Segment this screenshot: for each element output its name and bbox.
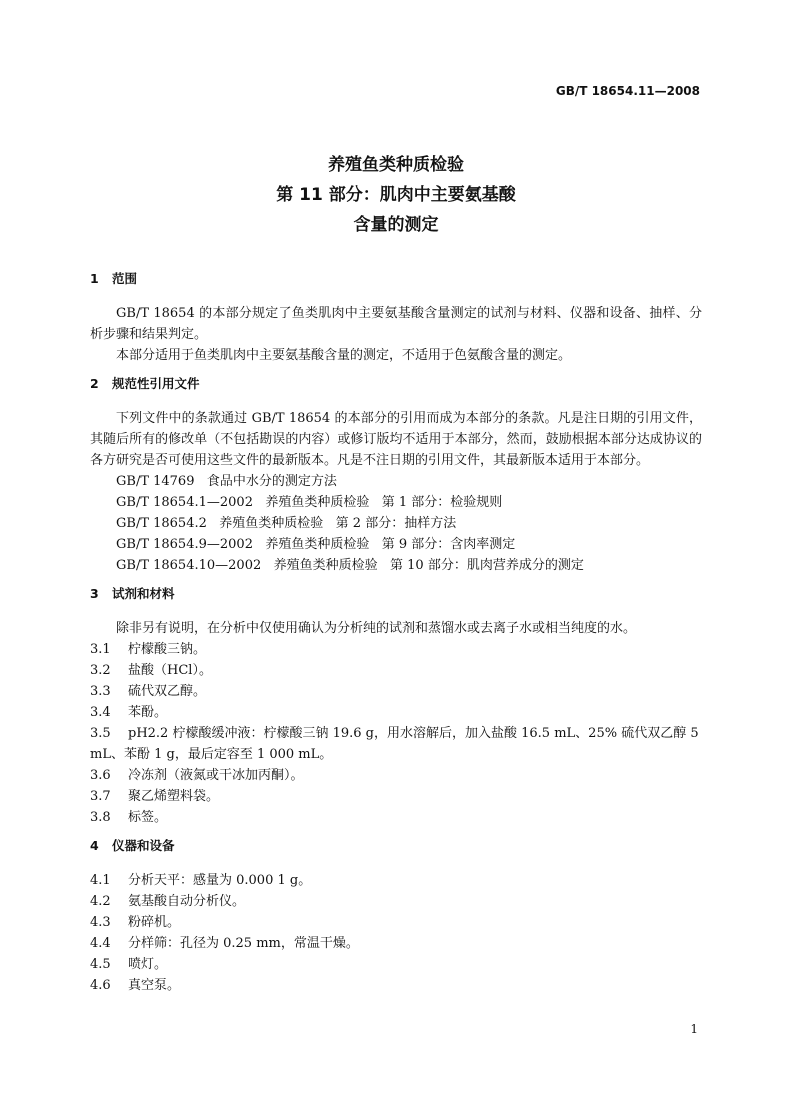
item-text: 冷冻剂（液氮或干冰加丙酮）。	[128, 768, 304, 783]
section-number: 4	[90, 838, 99, 853]
paragraph: 本部分适用于鱼类肌肉中主要氨基酸含量的测定，不适用于色氨酸含量的测定。	[116, 348, 572, 363]
reference-item: GB/T 18654.1—2002 养殖鱼类种质检验 第 1 部分：检验规则	[116, 495, 503, 510]
section-title: 规范性引用文件	[112, 376, 200, 391]
reference-item: GB/T 18654.9—2002 养殖鱼类种质检验 第 9 部分：含肉率测定	[116, 537, 516, 552]
list-item	[90, 975, 702, 996]
item-text: 苯酚。	[128, 705, 168, 720]
item-text: 分析天平：感量为 0.000 1 g。	[128, 873, 312, 888]
section-1-heading	[90, 270, 702, 288]
list-item	[90, 786, 702, 807]
standard-code: GB/T 18654.11—2008	[555, 84, 700, 98]
item-number: 4.6	[90, 978, 111, 993]
item-text: 氨基酸自动分析仪。	[128, 894, 246, 909]
item-text: pH2.2 柠檬酸缓冲液：柠檬酸三钠 19.6 g，用水溶解后，加入盐酸 16.5 mL、25% 硫代双乙醇 5 mL、苯酚 1 g，最后定容至 1 000 mL。	[90, 726, 699, 762]
section-2-heading	[90, 375, 702, 393]
item-number: 3.6	[90, 768, 111, 783]
reference-item: GB/T 18654.2 养殖鱼类种质检验 第 2 部分：抽样方法	[116, 516, 457, 531]
list-item	[90, 954, 702, 975]
list-item	[90, 765, 702, 786]
list-item	[90, 702, 702, 723]
section-title: 仪器和设备	[112, 838, 175, 853]
paragraph: 下列文件中的条款通过 GB/T 18654 的本部分的引用而成为本部分的条款。凡是注日期的引用文件，其随后所有的修改单（不包括勘误的内容）或修订版均不适用于本部分，然而，鼓励根据本部分达成协议的各方研究是否可使用这些文件的最新版本。凡是不注日期的引用文件，其最新版本适用于本部分。	[90, 411, 702, 468]
item-number: 3.3	[90, 684, 111, 699]
list-item	[90, 933, 702, 954]
title-line-3: 含量的测定	[353, 215, 439, 235]
item-text: 分样筛：孔径为 0.25 mm，常温干燥。	[128, 936, 359, 951]
list-item	[90, 639, 702, 660]
item-text: 硫代双乙醇。	[128, 684, 207, 699]
item-number: 3.4	[90, 705, 111, 720]
item-number: 3.1	[90, 642, 111, 657]
list-item	[90, 912, 702, 933]
item-text: 粉碎机。	[128, 915, 181, 930]
item-number: 3.7	[90, 789, 111, 804]
section-number: 1	[90, 271, 99, 286]
page-number: 1	[690, 1022, 698, 1036]
list-item	[90, 807, 702, 828]
item-text: 标签。	[128, 810, 168, 825]
item-text: 喷灯。	[128, 957, 168, 972]
document-body	[90, 270, 702, 996]
section-4-heading	[90, 837, 702, 855]
item-number: 4.4	[90, 936, 111, 951]
section-3-heading	[90, 585, 702, 603]
item-number: 3.8	[90, 810, 111, 825]
section-title: 试剂和材料	[112, 586, 175, 601]
item-number: 4.3	[90, 915, 111, 930]
reference-item: GB/T 14769 食品中水分的测定方法	[116, 474, 337, 489]
item-number: 4.5	[90, 957, 111, 972]
list-item	[90, 660, 702, 681]
section-title: 范围	[112, 271, 138, 286]
paragraph: GB/T 18654 的本部分规定了鱼类肌肉中主要氨基酸含量测定的试剂与材料、仪器和设备、抽样、分析步骤和结果判定。	[90, 306, 702, 342]
item-text: 柠檬酸三钠。	[128, 642, 207, 657]
reference-item: GB/T 18654.10—2002 养殖鱼类种质检验 第 10 部分：肌肉营养成分的测定	[116, 558, 584, 573]
list-item	[90, 870, 702, 891]
item-text: 盐酸（HCl）。	[128, 663, 212, 678]
section-number: 3	[90, 586, 99, 601]
section-number: 2	[90, 376, 99, 391]
item-text: 真空泵。	[128, 978, 181, 993]
item-number: 4.2	[90, 894, 111, 909]
list-item	[90, 723, 702, 765]
list-item	[90, 681, 702, 702]
paragraph: 除非另有说明，在分析中仅使用确认为分析纯的试剂和蒸馏水或去离子水或相当纯度的水。	[116, 621, 637, 636]
item-text: 聚乙烯塑料袋。	[128, 789, 220, 804]
item-number: 3.2	[90, 663, 111, 678]
list-item	[90, 891, 702, 912]
title-line-2: 第 11 部分：肌肉中主要氨基酸	[276, 185, 516, 205]
item-number: 3.5	[90, 726, 111, 741]
title-line-1: 养殖鱼类种质检验	[328, 155, 464, 175]
item-number: 4.1	[90, 873, 111, 888]
